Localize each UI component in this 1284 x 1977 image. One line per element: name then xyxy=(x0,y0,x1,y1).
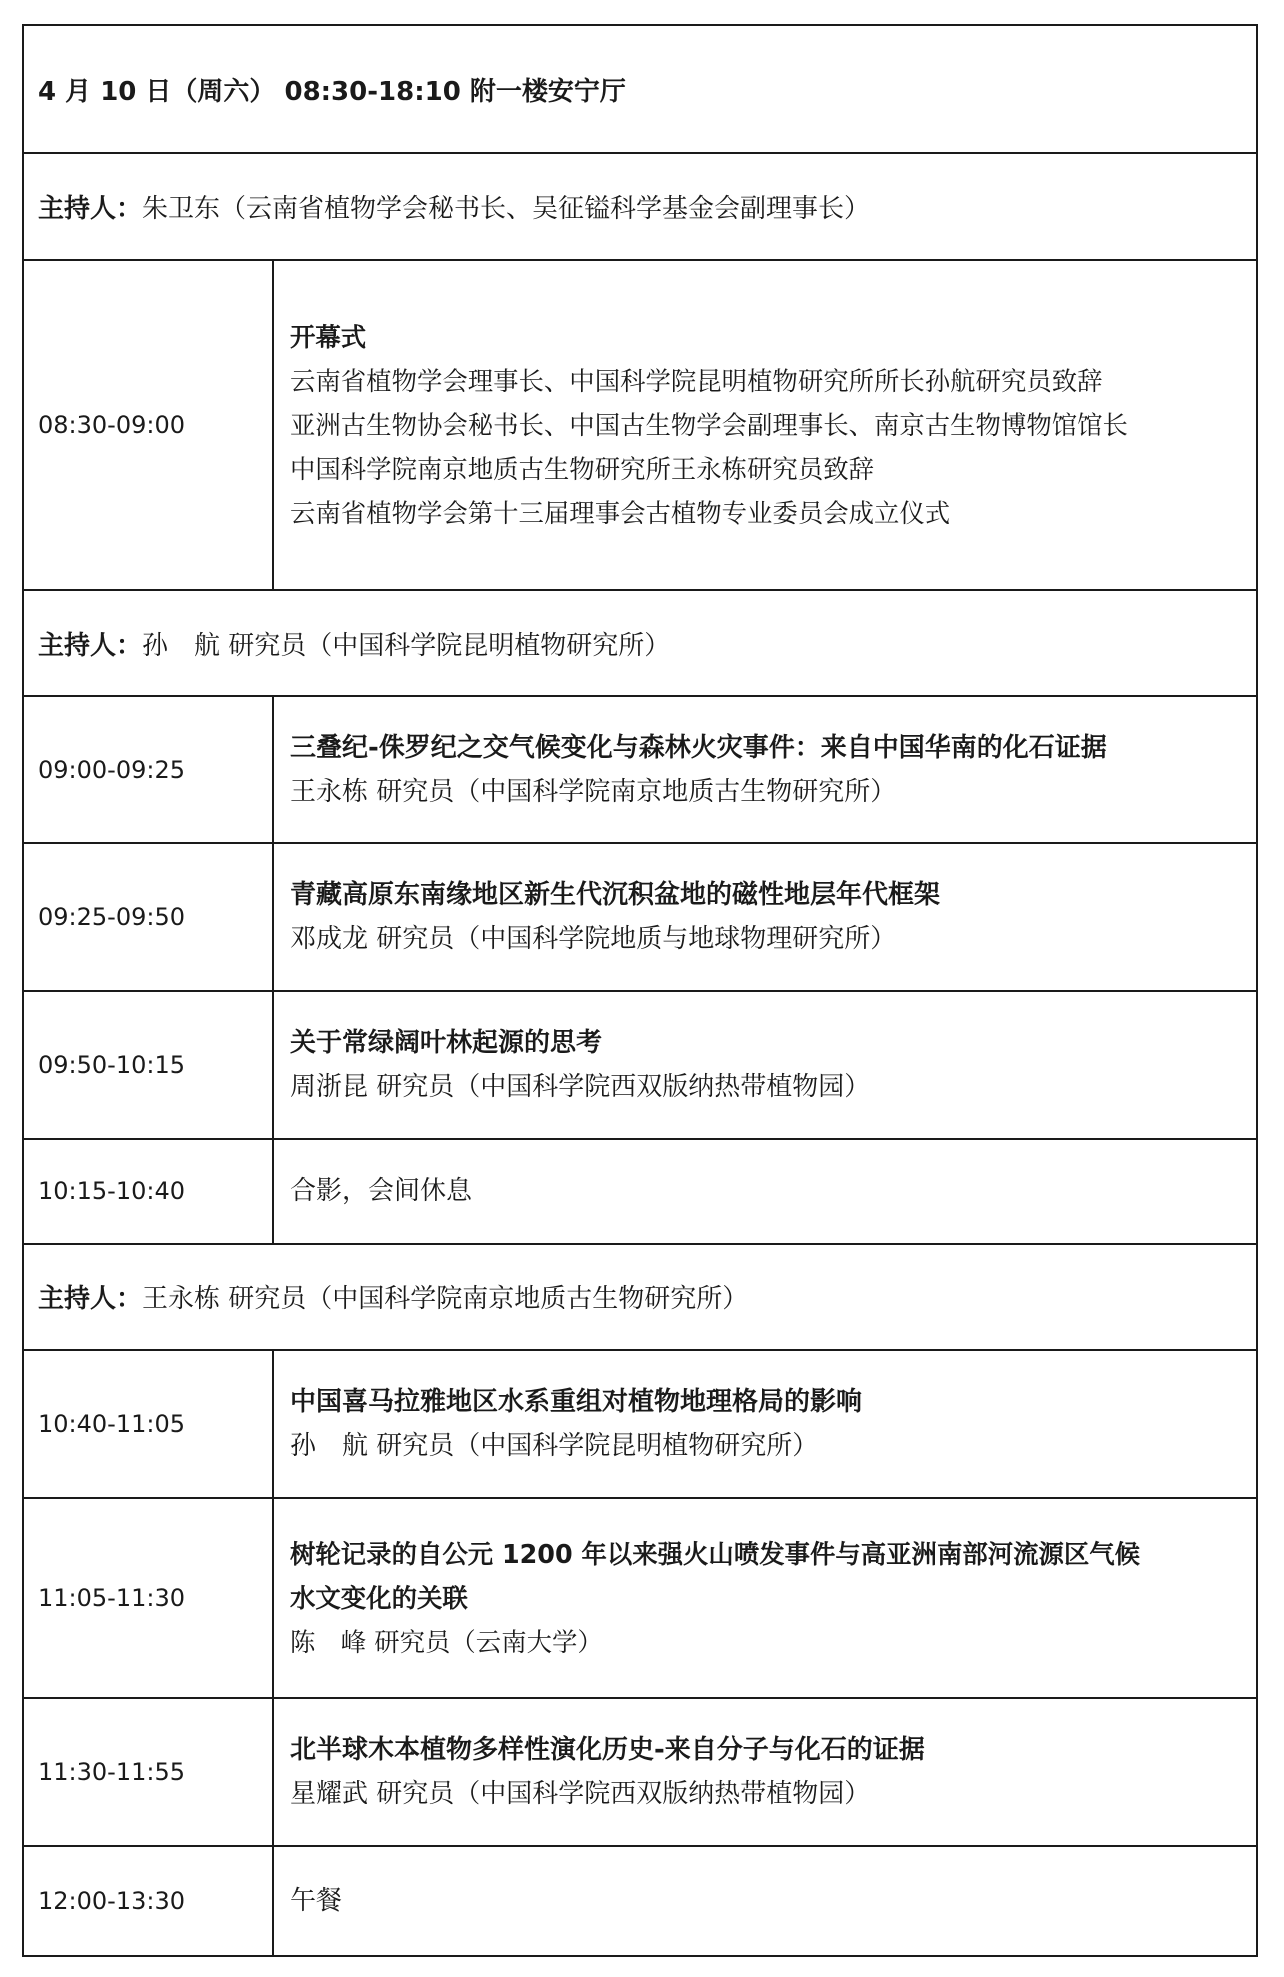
host-name: 孙 航 研究员（中国科学院昆明植物研究所） xyxy=(142,630,671,661)
host-line xyxy=(38,591,670,695)
session-time: 09:50-10:15 xyxy=(24,992,274,1138)
session-row-talk xyxy=(24,695,1256,842)
session-time: 10:15-10:40 xyxy=(24,1140,274,1243)
session-detail: 中国科学院南京地质古生物研究所王永栋研究员致辞 xyxy=(290,453,874,484)
session-row-talk xyxy=(24,1349,1256,1497)
host-name: 朱卫东（云南省植物学会秘书长、吴征镒科学基金会副理事长） xyxy=(142,194,871,225)
schedule-header-row xyxy=(24,26,1256,152)
session-detail: 云南省植物学会理事长、中国科学院昆明植物研究所所长孙航研究员致辞 xyxy=(290,365,1103,396)
session-detail: 亚洲古生物协会秘书长、中国古生物学会副理事长、南京古生物博物馆馆长 xyxy=(290,409,1128,440)
lunch-text: 午餐 xyxy=(290,1885,343,1916)
session-content xyxy=(274,844,1256,990)
session-content xyxy=(274,1699,1256,1845)
host-name: 王永栋 研究员（中国科学院南京地质古生物研究所） xyxy=(142,1284,749,1315)
session-content xyxy=(274,1499,1256,1697)
session-row-talk xyxy=(24,990,1256,1138)
session-content xyxy=(274,992,1256,1138)
host-label: 主持人： xyxy=(38,194,143,225)
session-content xyxy=(274,1351,1256,1497)
talk-title: 北半球木本植物多样性演化历史-来自分子与化石的证据 xyxy=(290,1734,925,1765)
session-title: 开幕式 xyxy=(290,321,367,352)
talk-speaker: 孙 航 研究员（中国科学院昆明植物研究所） xyxy=(290,1431,819,1462)
host-label: 主持人： xyxy=(38,1284,143,1315)
session-content xyxy=(274,1847,1256,1955)
session-row-talk xyxy=(24,842,1256,990)
session-detail: 云南省植物学会第十三届理事会古植物专业委员会成立仪式 xyxy=(290,497,951,528)
talk-speaker: 邓成龙 研究员（中国科学院地质与地球物理研究所） xyxy=(290,923,897,954)
break-text: 合影，会间休息 xyxy=(290,1176,473,1207)
session-time: 12:00-13:30 xyxy=(24,1847,274,1955)
session-row-opening xyxy=(24,259,1256,589)
session-time: 08:30-09:00 xyxy=(24,261,274,589)
session-row-lunch xyxy=(24,1845,1256,1955)
schedule-date-venue: 4 月 10 日（周六） 08:30-18:10 附一楼安宁厅 xyxy=(38,76,626,107)
session-row-talk xyxy=(24,1697,1256,1845)
session-time: 09:00-09:25 xyxy=(24,697,274,842)
talk-speaker: 星耀武 研究员（中国科学院西双版纳热带植物园） xyxy=(290,1778,871,1809)
talk-speaker: 陈 峰 研究员（云南大学） xyxy=(290,1627,603,1658)
talk-speaker: 周浙昆 研究员（中国科学院西双版纳热带植物园） xyxy=(290,1071,871,1102)
session-content xyxy=(274,261,1256,589)
session-time: 11:05-11:30 xyxy=(24,1499,274,1697)
session-content xyxy=(274,697,1256,842)
host-label: 主持人： xyxy=(38,630,143,661)
talk-title: 三叠纪-侏罗纪之交气候变化与森林火灾事件：来自中国华南的化石证据 xyxy=(290,732,1107,763)
talk-title: 关于常绿阔叶林起源的思考 xyxy=(290,1027,603,1058)
host-row xyxy=(24,1243,1256,1349)
talk-speaker: 王永栋 研究员（中国科学院南京地质古生物研究所） xyxy=(290,776,897,807)
session-row-talk xyxy=(24,1497,1256,1697)
talk-title: 中国喜马拉雅地区水系重组对植物地理格局的影响 xyxy=(290,1387,863,1418)
host-row xyxy=(24,589,1256,695)
session-time: 09:25-09:50 xyxy=(24,844,274,990)
session-content xyxy=(274,1140,1256,1243)
session-row-break xyxy=(24,1138,1256,1243)
talk-title: 树轮记录的自公元 1200 年以来强火山喷发事件与高亚洲南部河流源区气候 xyxy=(290,1539,1141,1570)
host-line xyxy=(38,154,870,258)
session-time: 11:30-11:55 xyxy=(24,1699,274,1845)
talk-title: 青藏高原东南缘地区新生代沉积盆地的磁性地层年代框架 xyxy=(290,879,941,910)
talk-title-continued: 水文变化的关联 xyxy=(290,1583,468,1614)
host-row xyxy=(24,152,1256,258)
schedule-table xyxy=(22,24,1258,1957)
session-time: 10:40-11:05 xyxy=(24,1351,274,1497)
host-line xyxy=(38,1245,748,1349)
